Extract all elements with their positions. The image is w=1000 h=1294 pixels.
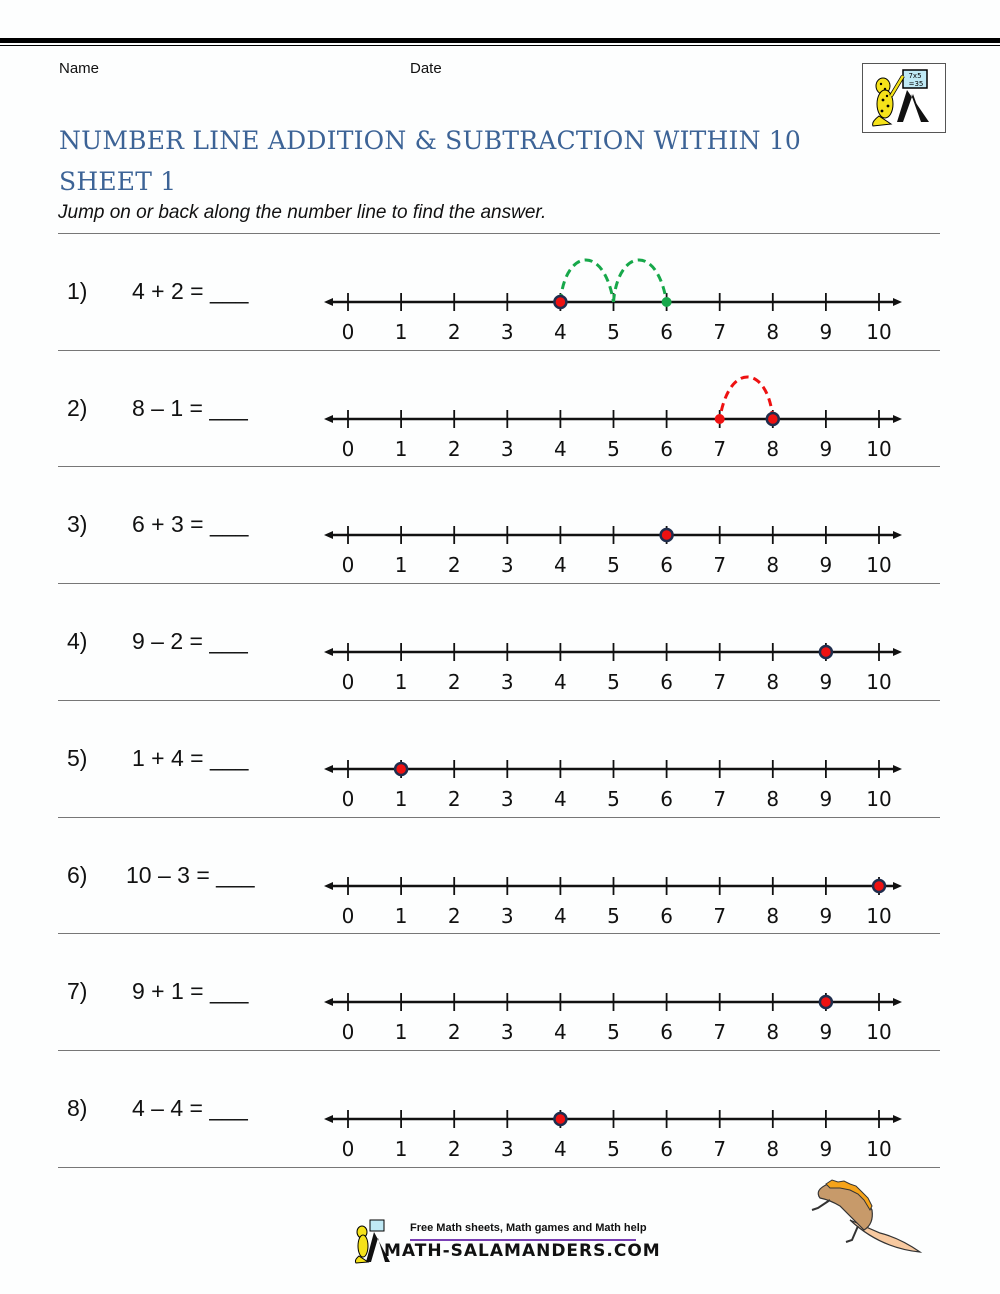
- jump-arc: [560, 260, 613, 302]
- number-line: [318, 940, 918, 1044]
- tick-label: 6: [660, 1020, 673, 1044]
- tick-label: 8: [766, 787, 780, 811]
- tick-label: 7: [713, 553, 727, 577]
- tick-label: 1: [394, 320, 408, 344]
- row-divider: [58, 700, 940, 701]
- tick-label: 4: [554, 1137, 567, 1161]
- tick-label: 0: [341, 787, 355, 811]
- arrow-left-icon: [324, 882, 333, 890]
- tick-label: 2: [447, 787, 461, 811]
- arrow-left-icon: [324, 1115, 333, 1123]
- tick-label: 8: [766, 320, 780, 344]
- row-divider: [58, 817, 940, 818]
- row-divider: [58, 466, 940, 467]
- arrow-right-icon: [893, 1115, 902, 1123]
- tick-label: 8: [766, 1020, 780, 1044]
- arrow-left-icon: [324, 765, 333, 773]
- tick-label: 2: [447, 553, 461, 577]
- tick-label: 1: [394, 1020, 408, 1044]
- tick-label: 0: [341, 320, 355, 344]
- arrow-left-icon: [324, 998, 333, 1006]
- row-divider: [58, 1167, 940, 1168]
- tick-label: 1: [394, 904, 408, 928]
- tick-label: 10: [866, 904, 892, 928]
- tick-label: 10: [866, 1137, 892, 1161]
- tick-label: 0: [341, 437, 355, 461]
- tick-label: 7: [713, 320, 727, 344]
- tick-label: 9: [819, 1137, 833, 1161]
- tick-label: 10: [866, 670, 892, 694]
- tick-label: 6: [660, 670, 673, 694]
- tick-label: 4: [554, 1020, 567, 1044]
- tick-label: 1: [394, 553, 408, 577]
- tick-label: 4: [554, 787, 567, 811]
- tick-label: 8: [766, 670, 780, 694]
- jump-arc: [720, 377, 773, 419]
- tick-label: 5: [607, 1137, 620, 1161]
- equation-answer-field[interactable]: 9 – 2 = ___: [132, 628, 248, 654]
- title-line-1: NUMBER LINE ADDITION & SUBTRACTION WITHIN 10: [59, 126, 802, 155]
- tick-label: 9: [819, 437, 833, 461]
- tick-label: 5: [607, 787, 620, 811]
- number-line: [318, 590, 918, 694]
- tick-label: 4: [554, 904, 567, 928]
- arrow-right-icon: [893, 882, 902, 890]
- tick-label: 9: [819, 553, 833, 577]
- tick-label: 3: [500, 437, 514, 461]
- tick-label: 5: [607, 320, 620, 344]
- start-dot: [554, 1113, 566, 1125]
- tick-label: 2: [447, 1137, 461, 1161]
- jump-end-dot: [662, 297, 672, 307]
- tick-label: 4: [554, 320, 567, 344]
- tick-label: 7: [713, 670, 727, 694]
- row-divider: [58, 350, 940, 351]
- tick-label: 9: [819, 787, 833, 811]
- tick-label: 2: [447, 670, 461, 694]
- start-dot: [820, 646, 832, 658]
- equation-answer-field[interactable]: 9 + 1 = ___: [132, 978, 249, 1004]
- number-line: [318, 707, 918, 811]
- equation-answer-field[interactable]: 4 + 2 = ___: [132, 278, 249, 304]
- tick-label: 2: [447, 904, 461, 928]
- tick-label: 9: [819, 1020, 833, 1044]
- start-dot: [820, 996, 832, 1008]
- tick-label: 2: [447, 320, 461, 344]
- tick-label: 1: [394, 1137, 408, 1161]
- tick-label: 4: [554, 553, 567, 577]
- tick-label: 6: [660, 320, 673, 344]
- question-number: 3): [67, 511, 88, 537]
- start-dot: [395, 763, 407, 775]
- top-rule: [0, 38, 1000, 43]
- tick-label: 7: [713, 1020, 727, 1044]
- tick-label: 9: [819, 904, 833, 928]
- page-title: [59, 120, 801, 202]
- tick-label: 1: [394, 670, 408, 694]
- equation-answer-field[interactable]: 10 – 3 = ___: [126, 862, 255, 888]
- number-line: [318, 357, 918, 461]
- start-dot: [873, 880, 885, 892]
- number-line: [318, 1057, 918, 1161]
- svg-text:7x5: 7x5: [908, 72, 922, 80]
- equation-answer-field[interactable]: 1 + 4 = ___: [132, 745, 249, 771]
- tick-label: 10: [866, 320, 892, 344]
- equation-answer-field[interactable]: 6 + 3 = ___: [132, 511, 249, 537]
- tick-label: 0: [341, 670, 355, 694]
- tick-label: 10: [866, 1020, 892, 1044]
- tick-label: 7: [713, 787, 727, 811]
- tick-label: 2: [447, 437, 461, 461]
- number-line: [318, 240, 918, 344]
- tick-label: 5: [607, 1020, 620, 1044]
- start-dot: [767, 413, 779, 425]
- row-divider: [58, 1050, 940, 1051]
- tick-label: 8: [766, 904, 780, 928]
- tick-label: 7: [713, 1137, 727, 1161]
- arrow-right-icon: [893, 648, 902, 656]
- question-number: 5): [67, 745, 88, 771]
- start-dot: [554, 296, 566, 308]
- arrow-left-icon: [324, 531, 333, 539]
- tick-label: 3: [500, 1020, 514, 1044]
- question-number: 4): [67, 628, 88, 654]
- question-number: 8): [67, 1095, 88, 1121]
- tick-label: 2: [447, 1020, 461, 1044]
- arrow-right-icon: [893, 531, 902, 539]
- tick-label: 3: [500, 787, 514, 811]
- arrow-left-icon: [324, 648, 333, 656]
- arrow-right-icon: [893, 765, 902, 773]
- tick-label: 3: [500, 1137, 514, 1161]
- divider: [58, 233, 940, 234]
- salamander-teacher-logo-icon: [862, 63, 946, 133]
- name-label: Name: [59, 60, 100, 77]
- tick-label: 10: [866, 553, 892, 577]
- row-divider: [58, 583, 940, 584]
- tick-label: 9: [819, 320, 833, 344]
- top-rule-thin: [0, 45, 1000, 46]
- arrow-right-icon: [893, 298, 902, 306]
- question-number: 7): [67, 978, 88, 1004]
- start-dot: [661, 529, 673, 541]
- tick-label: 3: [500, 904, 514, 928]
- equation-answer-field[interactable]: 4 – 4 = ___: [132, 1095, 248, 1121]
- tick-label: 3: [500, 670, 514, 694]
- tick-label: 8: [766, 553, 780, 577]
- tick-label: 5: [607, 437, 620, 461]
- title-line-2: SHEET 1: [59, 167, 177, 196]
- tick-label: 4: [554, 437, 567, 461]
- tick-label: 4: [554, 670, 567, 694]
- equation-answer-field[interactable]: 8 – 1 = ___: [132, 395, 248, 421]
- tick-label: 6: [660, 904, 673, 928]
- arrow-left-icon: [324, 415, 333, 423]
- tick-label: 0: [341, 553, 355, 577]
- tick-label: 10: [866, 437, 892, 461]
- jump-end-dot: [715, 414, 725, 424]
- tick-label: 1: [394, 437, 408, 461]
- svg-text:=35: =35: [908, 80, 924, 88]
- tick-label: 0: [341, 1137, 355, 1161]
- arrow-right-icon: [893, 998, 902, 1006]
- tick-label: 5: [607, 904, 620, 928]
- tick-label: 6: [660, 553, 673, 577]
- arrow-left-icon: [324, 298, 333, 306]
- footer-logo[interactable]: [354, 1218, 661, 1264]
- footer-tagline: Free Math sheets, Math games and Math help: [410, 1222, 647, 1234]
- question-number: 1): [67, 278, 88, 304]
- tick-label: 7: [713, 437, 727, 461]
- number-line: [318, 824, 918, 928]
- tick-label: 9: [819, 670, 833, 694]
- arrow-right-icon: [893, 415, 902, 423]
- question-number: 6): [67, 862, 88, 888]
- tick-label: 5: [607, 670, 620, 694]
- tick-label: 0: [341, 1020, 355, 1044]
- tick-label: 3: [500, 320, 514, 344]
- salamander-icon: [800, 1178, 940, 1258]
- instructions: Jump on or back along the number line to find the answer.: [58, 202, 547, 223]
- question-number: 2): [67, 395, 88, 421]
- tick-label: 8: [766, 437, 780, 461]
- tick-label: 6: [660, 787, 673, 811]
- tick-label: 10: [866, 787, 892, 811]
- jump-arc: [614, 260, 667, 302]
- footer-brand[interactable]: MATH-SALAMANDERS.COM: [384, 1241, 661, 1261]
- tick-label: 1: [394, 787, 408, 811]
- tick-label: 8: [766, 1137, 780, 1161]
- tick-label: 3: [500, 553, 514, 577]
- row-divider: [58, 933, 940, 934]
- number-line: [318, 473, 918, 577]
- tick-label: 7: [713, 904, 727, 928]
- tick-label: 0: [341, 904, 355, 928]
- tick-label: 5: [607, 553, 620, 577]
- tick-label: 6: [660, 437, 673, 461]
- date-label: Date: [410, 60, 442, 77]
- tick-label: 6: [660, 1137, 673, 1161]
